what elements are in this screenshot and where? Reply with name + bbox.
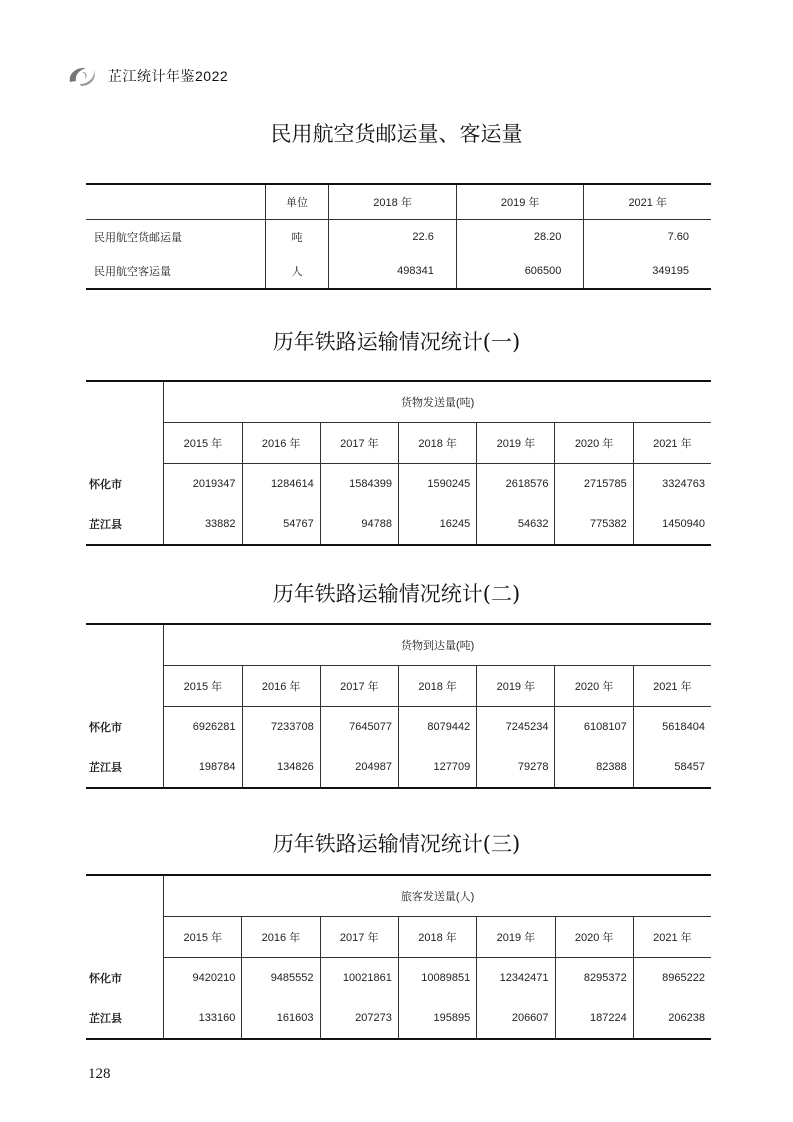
year-header-row: [86, 666, 711, 707]
value-cell: 6926281: [164, 707, 242, 748]
group-header-row: [86, 875, 711, 917]
column-header: 2018 年: [329, 184, 457, 220]
table-row: [86, 747, 711, 788]
value-cell: 134826: [242, 747, 320, 788]
year-header: 2016 年: [242, 666, 320, 707]
rail3-table: [86, 874, 711, 1040]
unit-cell: 人: [265, 254, 329, 289]
year-header: 2020 年: [555, 917, 633, 958]
table-row: [86, 707, 711, 748]
value-cell: 10021861: [320, 958, 398, 999]
rail1-section-title: 历年铁路运输情况统计(一): [272, 330, 521, 354]
rail1-table: [86, 380, 711, 546]
group-header-row: [86, 624, 711, 666]
group-header: 货物发送量(吨): [164, 381, 711, 423]
value-cell: 133160: [164, 998, 242, 1039]
value-cell: 33882: [164, 504, 242, 545]
row-label: 怀化市: [89, 721, 122, 734]
year-header: 2019 年: [477, 423, 555, 464]
year-header: 2015 年: [164, 423, 242, 464]
stub-blank-cell: [86, 381, 164, 464]
value-cell: 1584399: [320, 464, 398, 505]
row-label: 民用航空货邮运量: [94, 232, 182, 244]
value-cell: 82388: [555, 747, 633, 788]
year-header: 2021 年: [633, 423, 711, 464]
value-cell: 2715785: [555, 464, 633, 505]
year-header: 2016 年: [242, 423, 320, 464]
stub-blank-cell: [86, 624, 164, 707]
value-cell: 7.60: [584, 220, 711, 255]
group-header: 旅客发送量(人): [164, 875, 711, 917]
year-header: 2019 年: [477, 666, 555, 707]
year-header: 2018 年: [399, 666, 477, 707]
value-cell: 9420210: [164, 958, 242, 999]
year-header: 2021 年: [633, 666, 711, 707]
row-label: 芷江县: [89, 1013, 122, 1025]
running-header: [66, 62, 228, 90]
value-cell: 187224: [555, 998, 633, 1039]
value-cell: 94788: [320, 504, 398, 545]
value-cell: 349195: [584, 254, 711, 289]
column-header: 单位: [265, 184, 329, 220]
value-cell: 206238: [633, 998, 711, 1039]
year-header: 2019 年: [477, 917, 555, 958]
year-header: 2017 年: [320, 917, 398, 958]
year-header: 2016 年: [242, 917, 320, 958]
value-cell: 498341: [329, 254, 457, 289]
row-label: 怀化市: [89, 478, 122, 491]
value-cell: 22.6: [329, 220, 457, 255]
unit-cell: 吨: [265, 220, 329, 255]
value-cell: 12342471: [477, 958, 555, 999]
row-label: 民用航空客运量: [94, 266, 171, 278]
value-cell: 10089851: [398, 958, 476, 999]
year-header: 2018 年: [399, 423, 477, 464]
table-row: [86, 998, 711, 1039]
row-label: 怀化市: [89, 972, 122, 985]
rail2-table: [86, 623, 711, 789]
table-row: [86, 254, 711, 289]
year-header-row: [86, 423, 711, 464]
year-header-row: [86, 917, 711, 958]
rail2-section-title: 历年铁路运输情况统计(二): [272, 582, 521, 606]
value-cell: 206607: [477, 998, 555, 1039]
value-cell: 606500: [456, 254, 584, 289]
value-cell: 198784: [164, 747, 242, 788]
row-label: 芷江县: [89, 762, 122, 774]
value-cell: 8295372: [555, 958, 633, 999]
value-cell: 9485552: [242, 958, 320, 999]
year-header: 2020 年: [555, 423, 633, 464]
page-number: 128: [88, 1066, 111, 1082]
year-header: 2015 年: [164, 917, 242, 958]
table-row: [86, 504, 711, 545]
air-section-title: 民用航空货邮运量、客运量: [270, 122, 523, 146]
year-header: 2017 年: [320, 666, 398, 707]
value-cell: 8079442: [399, 707, 477, 748]
value-cell: 204987: [320, 747, 398, 788]
value-cell: 1590245: [399, 464, 477, 505]
year-header: 2015 年: [164, 666, 242, 707]
value-cell: 161603: [242, 998, 320, 1039]
value-cell: 2019347: [164, 464, 242, 505]
yearbook-title: 芷江统计年鉴2022: [108, 68, 229, 84]
value-cell: 2618576: [477, 464, 555, 505]
value-cell: 207273: [320, 998, 398, 1039]
group-header: 货物到达量(吨): [164, 624, 711, 666]
rail3-section-title: 历年铁路运输情况统计(三): [272, 832, 521, 856]
value-cell: 58457: [633, 747, 711, 788]
value-cell: 7245234: [477, 707, 555, 748]
row-label: 芷江县: [89, 519, 122, 531]
value-cell: 6108107: [555, 707, 633, 748]
value-cell: 127709: [399, 747, 477, 788]
value-cell: 79278: [477, 747, 555, 788]
value-cell: 195895: [398, 998, 476, 1039]
year-header: 2021 年: [633, 917, 711, 958]
value-cell: 54632: [477, 504, 555, 545]
value-cell: 7233708: [242, 707, 320, 748]
header-blank-cell: [86, 184, 265, 220]
value-cell: 1450940: [633, 504, 711, 545]
table-row: [86, 958, 711, 999]
value-cell: 1284614: [242, 464, 320, 505]
value-cell: 5618404: [633, 707, 711, 748]
column-header: 2019 年: [456, 184, 584, 220]
value-cell: 54767: [242, 504, 320, 545]
value-cell: 16245: [399, 504, 477, 545]
table-row: [86, 464, 711, 505]
yearbook-logo-icon: [66, 64, 98, 88]
value-cell: 8965222: [633, 958, 711, 999]
table-row: [86, 220, 711, 255]
stub-blank-cell: [86, 875, 164, 958]
year-header: 2017 年: [320, 423, 398, 464]
value-cell: 7645077: [320, 707, 398, 748]
column-header: 2021 年: [584, 184, 711, 220]
year-header: 2018 年: [398, 917, 476, 958]
year-header: 2020 年: [555, 666, 633, 707]
value-cell: 775382: [555, 504, 633, 545]
table-header-row: [86, 184, 711, 220]
air-transport-table: [86, 183, 711, 290]
group-header-row: [86, 381, 711, 423]
value-cell: 28.20: [456, 220, 584, 255]
value-cell: 3324763: [633, 464, 711, 505]
